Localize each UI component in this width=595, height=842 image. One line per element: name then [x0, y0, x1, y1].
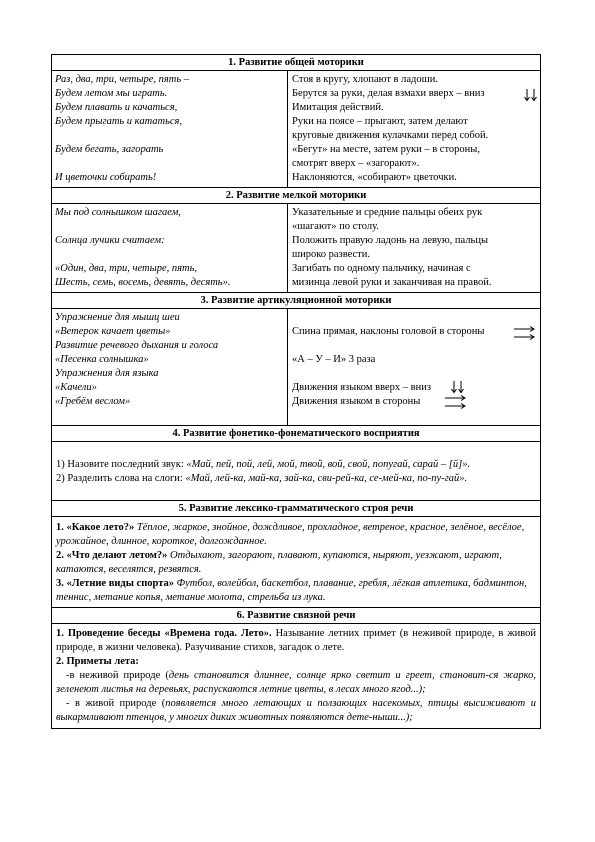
section-1-row [52, 71, 540, 187]
action-line: Руки на поясе – прыгают, затем делают [292, 116, 468, 127]
section-6-title: 6. Развитие связной речи [52, 607, 540, 624]
action-line: Указательные и средние пальцы обеих рук [292, 207, 483, 218]
verse-line: Раз, два, три, четыре, пять – [55, 74, 189, 85]
action-line: «Бегут» на месте, затем руки – в стороны, [292, 144, 480, 155]
section-5-body [52, 517, 540, 607]
section-2-title: 2. Развитие мелкой моторики [52, 187, 540, 204]
verse-line: И цветочки собирать! [55, 172, 157, 183]
verse-line: Будем плавать и качаться, [55, 102, 178, 113]
action-line: смотрят вверх – «загорают». [292, 158, 420, 169]
phonetic-task-2: 2) Разделить слова на слоги: «Май, лей-ка, май-ка, зай-ка, сви-рей-ка, се-мей-ка, по-пу-гай». [56, 473, 468, 484]
action-line: Загибать по одному пальчику, начиная с [292, 263, 471, 274]
left-right-arrows-icon [445, 394, 467, 412]
action-line: Стоя в кругу, хлопают в ладоши. [292, 74, 438, 85]
section-2-verse [52, 204, 288, 292]
action-line: мизинца левой руки и заканчивая на правой. [292, 277, 492, 288]
section-3-row [52, 309, 540, 425]
exercise-line: «Ветерок качает цветы» [55, 326, 171, 337]
speech-item-2: 2. Приметы лета: [56, 656, 139, 667]
action-line: «шагают» по столу. [292, 221, 379, 232]
action-line: широко развести. [292, 249, 371, 260]
section-4-body [52, 442, 540, 500]
exercise-line: Упражнение для мышц шеи [55, 312, 180, 323]
action-line: Движения языком вверх – вниз [292, 382, 431, 393]
verse-line: Будем прыгать и кататься, [55, 116, 183, 127]
up-down-arrows-icon [523, 88, 539, 102]
verse-line: Будем бегать, загорать [55, 144, 164, 155]
exercise-line: «Качели» [55, 382, 97, 393]
verse-line: Мы под солнышком шагаем, [55, 207, 181, 218]
verse-line: «Один, два, три, четыре, пять, [55, 263, 197, 274]
action-line: круговые движения кулачками перед собой. [292, 130, 489, 141]
action-line: Берутся за руки, делая взмахи вверх – вниз [292, 88, 485, 99]
action-line: Движения языком в стороны [292, 396, 421, 407]
section-5-title: 5. Развитие лексико-грамматического строя речи [52, 500, 540, 517]
action-line: Имитация действий. [292, 102, 384, 113]
verse-line: Будем летом мы играть. [55, 88, 168, 99]
up-down-arrows-icon [450, 380, 466, 394]
section-3-exercises [52, 309, 288, 425]
exercise-line: Развитие речевого дыхания и голоса [55, 340, 219, 351]
verse-line: Солнца лучики считаем: [55, 235, 165, 246]
section-2-row [52, 204, 540, 292]
action-line: «А – У – И» 3 раза [292, 354, 376, 365]
section-1-actions [288, 71, 540, 187]
action-line: Положить правую ладонь на левую, пальцы [292, 235, 488, 246]
left-right-arrows-icon [514, 325, 536, 343]
lesson-table [51, 54, 541, 729]
lexical-item-2: 2. «Что делают летом?» Отдыхают, загорают, плавают, купаются, ныряют, уезжают, играют, катаются, веселятся, резвятся. [56, 550, 502, 575]
section-1-title: 1. Развитие общей моторики [52, 55, 540, 71]
action-line: Спина прямая, наклоны головой в стороны [292, 326, 485, 337]
speech-item-4: - в живой природе (появляется много летающих и ползающих насекомых, птицы высиживают и выкармливают птенцов, у многих диких животных появляются дете-ныши...); [56, 698, 536, 723]
exercise-line: «Гребём веслом» [55, 396, 131, 407]
section-2-actions [288, 204, 540, 292]
lexical-item-1: 1. «Какое лето?» Тёплое, жаркое, знойное, дождливое, прохладное, ветреное, красное, зелёное, весёлое, урожайное, длинное, короткое, долгожданное. [56, 522, 525, 547]
section-1-verse [52, 71, 288, 187]
phonetic-task-1: 1) Назовите последний звук: «Май, пей, пой, лей, мой, твой, вой, свой, попугай, сарай – [й]». [56, 459, 471, 470]
verse-line: Шесть, семь, восемь, девять, десять». [55, 277, 231, 288]
section-6-body [52, 624, 540, 728]
exercise-line: «Песенка солнышка» [55, 354, 149, 365]
section-3-title: 3. Развитие артикуляционной моторики [52, 292, 540, 309]
section-3-actions [288, 309, 540, 425]
exercise-line: Упражнения для языка [55, 368, 159, 379]
speech-item-3: -в неживой природе (день становится длиннее, солнце ярко светит и греет, становит-ся жарко, зеленеют листья на деревьях, распускаются летние цветы, в лесах много ягод...); [56, 670, 536, 695]
action-line: Наклоняются, «собирают» цветочки. [292, 172, 457, 183]
lexical-item-3: 3. «Летние виды спорта» Футбол, волейбол, баскетбол, плавание, гребля, лёгкая атлетика, бадминтон, теннис, метание копья, метание молота, стрельба из лука. [56, 578, 527, 603]
section-4-title: 4. Развитие фонетико-фонематического восприятия [52, 425, 540, 442]
speech-item-1: 1. Проведение беседы «Времена года. Лето». Называние летних примет (в неживой природе, в живой природе, в жизни человека). Разучивание стихов, загадок о лете. [56, 628, 537, 653]
